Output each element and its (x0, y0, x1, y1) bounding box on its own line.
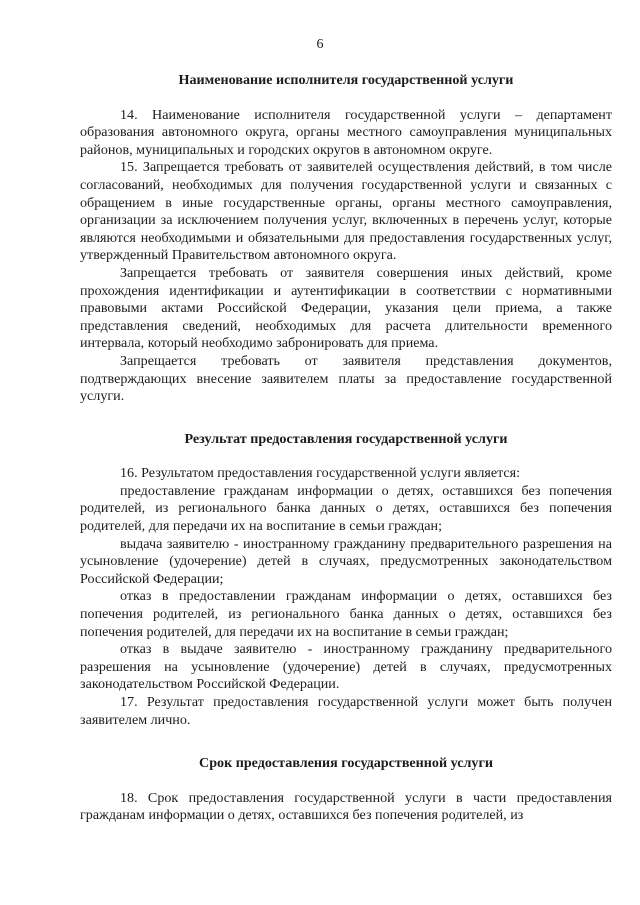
page-number: 6 (316, 37, 324, 52)
section-heading-term: Срок предоставления государственной услуги (199, 755, 493, 772)
paragraph-16-refusal-permit: отказ в выдаче заявителю - иностранному гражданину предварительного разрешения на усыновление (удочерение) детей в случаях, предусмотренных законодательством Российской Федерации. (80, 641, 612, 693)
paragraph-16-refusal-info: отказ в предоставлении гражданам информации о детях, оставшихся без попечения родителей, из регионального банка данных о детях, оставшихся без попечения родителей, для передачи их на воспитание в семьи граждан; (80, 588, 612, 640)
document-body (80, 64, 612, 825)
paragraph-16-permit: выдача заявителю - иностранному гражданину предварительного разрешения на усыновление (удочерение) детей в случаях, предусмотренных законодательством Российской Федерации; (80, 535, 612, 587)
paragraph-15-prohibition-payment: Запрещается требовать от заявителя представления документов, подтверждающих внесение заявителем платы за предоставление государственной услуги. (80, 352, 612, 405)
paragraph-15-prohibition-actions: Запрещается требовать от заявителя совершения иных действий, кроме прохождения идентификации и аутентификации в соответствии с нормативными правовыми актами Российской Федерации, указания цели приема, а также представления сведений, необходимых для расчета длительности временного интервала, который необходимо забронировать для приема. (80, 264, 612, 352)
paragraph-16-info: предоставление гражданам информации о детях, оставшихся без попечения родителей, из регионального банка данных о детях, оставшихся без попечения родителей, для передачи их на воспитание в семьи граждан; (80, 482, 612, 535)
section-heading-executor: Наименование исполнителя государственной услуги (178, 72, 514, 88)
paragraph-16: 16. Результатом предоставления государственной услуги является: (120, 465, 521, 482)
paragraph-14: 14. Наименование исполнителя государственной услуги – департамент образования автономного округа, органы местного самоуправления муниципальных районов, муниципальных и городских округов в автономном округе. (80, 106, 612, 158)
paragraph-18: 18. Срок предоставления государственной услуги в части предоставления гражданам информации о детях, оставшихся без попечения родителей, из (80, 789, 612, 824)
paragraph-15: 15. Запрещается требовать от заявителей осуществления действий, в том числе согласований, необходимых для получения государственной услуги и связанных с обращением в иные государственные органы, органы местного самоуправления, организации за исключением получения услуг, включенных в перечень услуг, которые являются необходимыми и обязательными для предоставления государственных услуг, утвержденный Правительством автономного округа. (80, 159, 612, 264)
section-heading-result: Результат предоставления государственной услуги (184, 430, 508, 447)
paragraph-17: 17. Результат предоставления государственной услуги может быть получен заявителем лично. (80, 694, 612, 728)
